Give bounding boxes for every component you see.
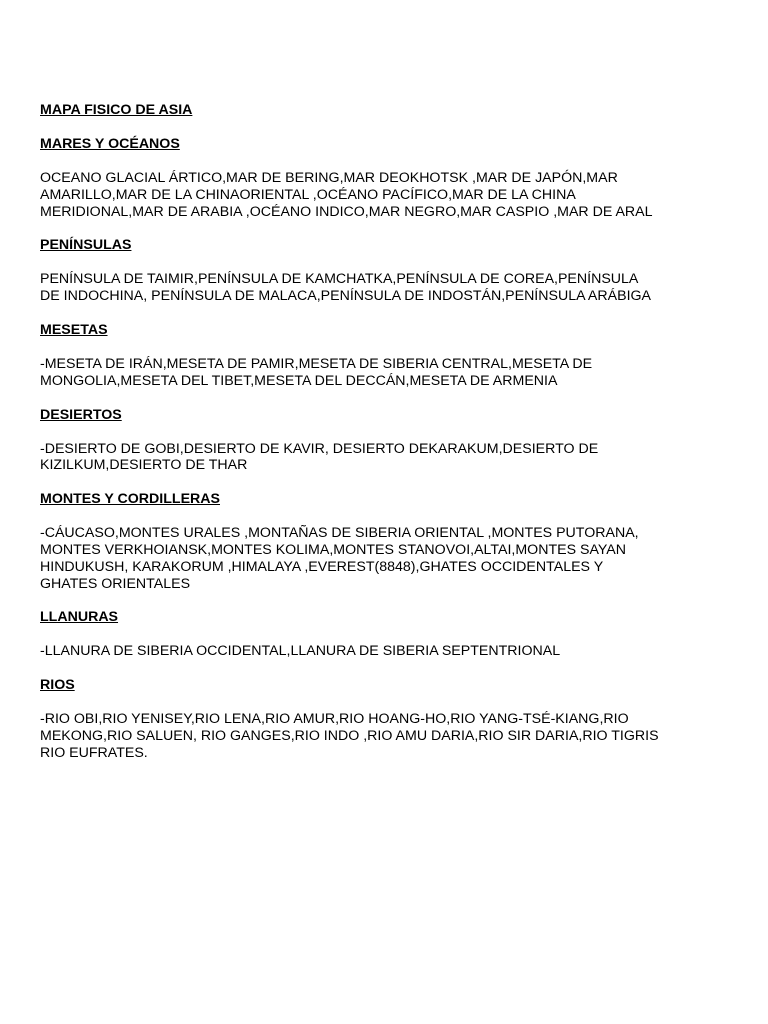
text-line: MERIDIONAL,MAR DE ARABIA ,OCÉANO INDICO,MAR NEGRO,MAR CASPIO ,MAR DE ARAL <box>40 203 653 220</box>
section-heading-llanuras: LLANURAS <box>40 609 119 626</box>
text-line: -LLANURA DE SIBERIA OCCIDENTAL,LLANURA DE SIBERIA SEPTENTRIONAL <box>40 643 561 660</box>
text-line: AMARILLO,MAR DE LA CHINAORIENTAL ,OCÉANO PACÍFICO,MAR DE LA CHINA <box>40 186 576 203</box>
section-heading-desiertos: DESIERTOS <box>40 406 122 423</box>
text-line: GHATES ORIENTALES <box>40 575 191 592</box>
section-body-mesetas <box>40 356 730 390</box>
text-line: DE INDOCHINA, PENÍNSULA DE MALACA,PENÍNSULA DE INDOSTÁN,PENÍNSULA ARÁBIGA <box>40 288 652 305</box>
section-body-mares <box>40 170 730 220</box>
text-line: OCEANO GLACIAL ÁRTICO,MAR DE BERING,MAR DEOKHOTSK ,MAR DE JAPÓN,MAR <box>40 170 618 186</box>
text-line: MEKONG,RIO SALUEN, RIO GANGES,RIO INDO ,RIO AMU DARIA,RIO SIR DARIA,RIO TIGRIS <box>40 727 659 744</box>
text-line: KIZILKUM,DESIERTO DE THAR <box>40 457 248 474</box>
text-line: -MESETA DE IRÁN,MESETA DE PAMIR,MESETA DE SIBERIA CENTRAL,MESETA DE <box>40 355 593 372</box>
section-heading-mares: MARES Y OCÉANOS <box>40 136 180 152</box>
section-heading-mesetas: MESETAS <box>40 321 108 338</box>
text-line: -DESIERTO DE GOBI,DESIERTO DE KAVIR, DESIERTO DEKARAKUM,DESIERTO DE <box>40 440 599 457</box>
document-page <box>40 102 730 779</box>
section-body-llanuras <box>40 643 730 660</box>
text-line: PENÍNSULA DE TAIMIR,PENÍNSULA DE KAMCHATKA,PENÍNSULA DE COREA,PENÍNSULA <box>40 271 639 288</box>
section-body-peninsulas <box>40 271 730 305</box>
text-line: RIO EUFRATES. <box>40 744 148 761</box>
section-body-rios <box>40 711 730 761</box>
section-heading-montes: MONTES Y CORDILLERAS <box>40 491 220 508</box>
text-line: MONTES VERKHOIANSK,MONTES KOLIMA,MONTES STANOVOI,ALTAI,MONTES SAYAN <box>40 541 626 558</box>
section-body-desiertos <box>40 441 730 475</box>
text-line: HINDUKUSH, KARAKORUM ,HIMALAYA ,EVEREST(8848),GHATES OCCIDENTALES Y <box>40 558 604 575</box>
section-body-montes <box>40 525 730 592</box>
section-heading-peninsulas: PENÍNSULAS <box>40 237 132 254</box>
text-line: -RIO OBI,RIO YENISEY,RIO LENA,RIO AMUR,RIO HOANG-HO,RIO YANG-TSÉ-KIANG,RIO <box>40 711 629 728</box>
text-line: -CÁUCASO,MONTES URALES ,MONTAÑAS DE SIBERIA ORIENTAL ,MONTES PUTORANA, <box>40 525 639 542</box>
document-title: MAPA FISICO DE ASIA <box>40 102 193 118</box>
text-line: MONGOLIA,MESETA DEL TIBET,MESETA DEL DECCÁN,MESETA DE ARMENIA <box>40 372 558 389</box>
section-heading-rios: RIOS <box>40 677 75 694</box>
